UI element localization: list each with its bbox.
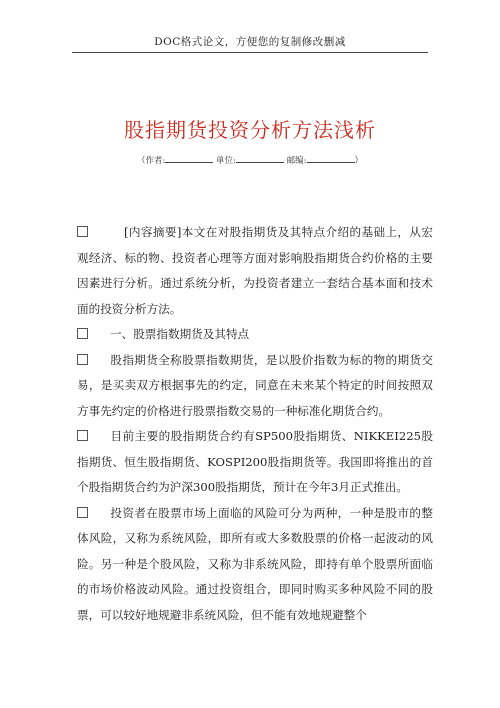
postcode-blank (307, 153, 355, 163)
byline-unit-label: 单位: (216, 156, 236, 166)
byline-author-label: （作者: (136, 156, 166, 166)
checkbox-icon (77, 226, 88, 237)
checkbox-icon (77, 328, 88, 339)
author-blank (165, 153, 213, 163)
checkbox-icon (77, 354, 88, 365)
body-paragraph (77, 501, 433, 629)
section-heading (77, 322, 433, 348)
body-paragraph (77, 348, 433, 425)
checkbox-icon (77, 507, 88, 518)
checkbox-icon (77, 430, 88, 441)
page-header: DOC格式论文，方便您的复制修改删减 (154, 36, 346, 48)
paragraph-text: 股指期货全称股票指数期货，是以股价指数为标的物的期货交易，是买卖双方根据事先的约定，同意在未来某个特定的时间按照双方事先约定的价格进行股票指数交易的一种标准化期货合约。 (77, 352, 433, 418)
paragraph-text: [内容摘要]本文在对股指期货及其特点介绍的基础上，从宏观经济、标的物、投资者心理等方面对影响股指期货合约价格的主要因素进行分析。通过系统分析，为投资者建立一套结合基本面和技术面的投资分析方法。 (77, 225, 433, 316)
document-title: 股指期货投资分析方法浅析 (124, 118, 376, 142)
header-rule (72, 52, 428, 53)
paragraph-text: 投资者在股票市场上面临的风险可分为两种，一种是股市的整体风险，又称为系统风险，即所有或大多数股票的价格一起波动的风险。另一种是个股风险，又称为非系统风险，即持有单个股票所面临的市场价格波动风险。通过投资组合，即同时购买多种风险不同的股票，可以较好地规避非系统风险，但不能有效地规避整个 (77, 505, 433, 622)
byline-postcode-label: 邮编: (286, 156, 307, 166)
body-paragraph (77, 424, 433, 501)
paragraph-text: 目前主要的股指期货合约有SP500股指期货、NIKKEI225股指期货、恒生股指期货、KOSPI200股指期货等。我国即将推出的首个股指期货合约为沪深300股指期货，预计在今年3月正式推出。 (77, 429, 433, 494)
author-byline (0, 153, 500, 166)
abstract-paragraph (77, 220, 433, 322)
unit-blank (236, 153, 284, 163)
document-body (77, 220, 433, 628)
byline-close: ） (354, 156, 364, 166)
heading-text: 一、股票指数期货及其特点 (110, 327, 250, 341)
